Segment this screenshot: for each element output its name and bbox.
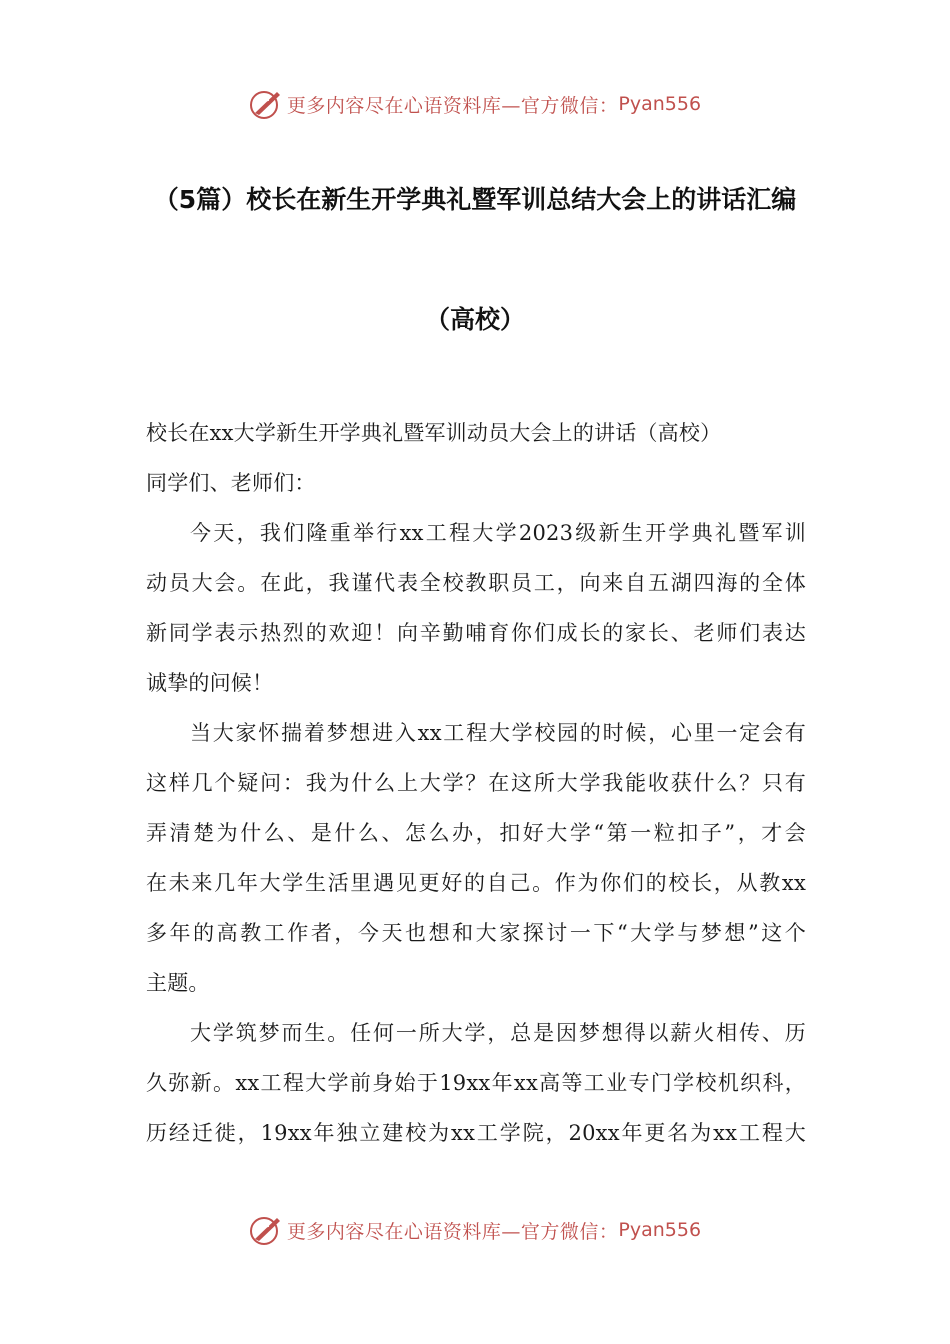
paragraph-line: 这样几个疑问：我为什么上大学？在这所大学我能收获什么？只有 [146,771,806,795]
paragraph-line: 多年的高教工作者，今天也想和大家探讨一下“大学与梦想”这个 [146,921,806,945]
paragraph-line: 新同学表示热烈的欢迎！向辛勤哺育你们成长的家长、老师们表达 [146,621,806,645]
watermark-text: 更多内容尽在心语资料库—官方微信： [286,1220,619,1243]
watermark-text: 更多内容尽在心语资料库—官方微信： [286,94,619,117]
document-title: （5篇）校长在新生开学典礼暨军训总结大会上的讲话汇编 [153,185,797,214]
watermark-wechat-id: Pyan556 [618,1219,702,1241]
paragraph-line: 久弥新。xx工程大学前身始于19xx年xx高等工业专门学校机织科， [146,1071,806,1095]
paragraph-1 [146,508,806,708]
paragraph-line: 当大家怀揣着梦想进入xx工程大学校园的时候，心里一定会有 [190,721,806,745]
paragraph-line: 诚挚的问候！ [146,671,274,695]
paragraph-2 [146,708,806,1008]
quill-logo-icon [249,1213,283,1247]
document-subtitle: （高校） [424,305,525,334]
paragraph-line: 今天，我们隆重举行xx工程大学2023级新生开学典礼暨军训 [190,521,806,545]
paragraph-line: 弄清楚为什么、是什么、怎么办，扣好大学“第一粒扣子”，才会 [146,821,806,845]
speech-title: 校长在xx大学新生开学典礼暨军训动员大会上的讲话（高校） [146,421,722,445]
quill-logo-icon [249,87,283,121]
salutation: 同学们、老师们： [146,471,316,495]
paragraph-line: 大学筑梦而生。任何一所大学，总是因梦想得以薪火相传、历 [190,1021,806,1045]
paragraph-line: 在未来几年大学生活里遇见更好的自己。作为你们的校长，从教xx [146,871,806,895]
paragraph-line: 动员大会。在此，我谨代表全校教职员工，向来自五湖四海的全体 [146,571,806,595]
paragraph-line: 主题。 [146,971,210,995]
document-body [146,408,806,1158]
footer-watermark [0,1210,950,1250]
paragraph-3 [146,1008,806,1158]
watermark-wechat-id: Pyan556 [618,93,702,115]
paragraph-line: 历经迁徙，19xx年独立建校为xx工学院，20xx年更名为xx工程大 [146,1121,806,1145]
header-watermark [0,84,950,124]
